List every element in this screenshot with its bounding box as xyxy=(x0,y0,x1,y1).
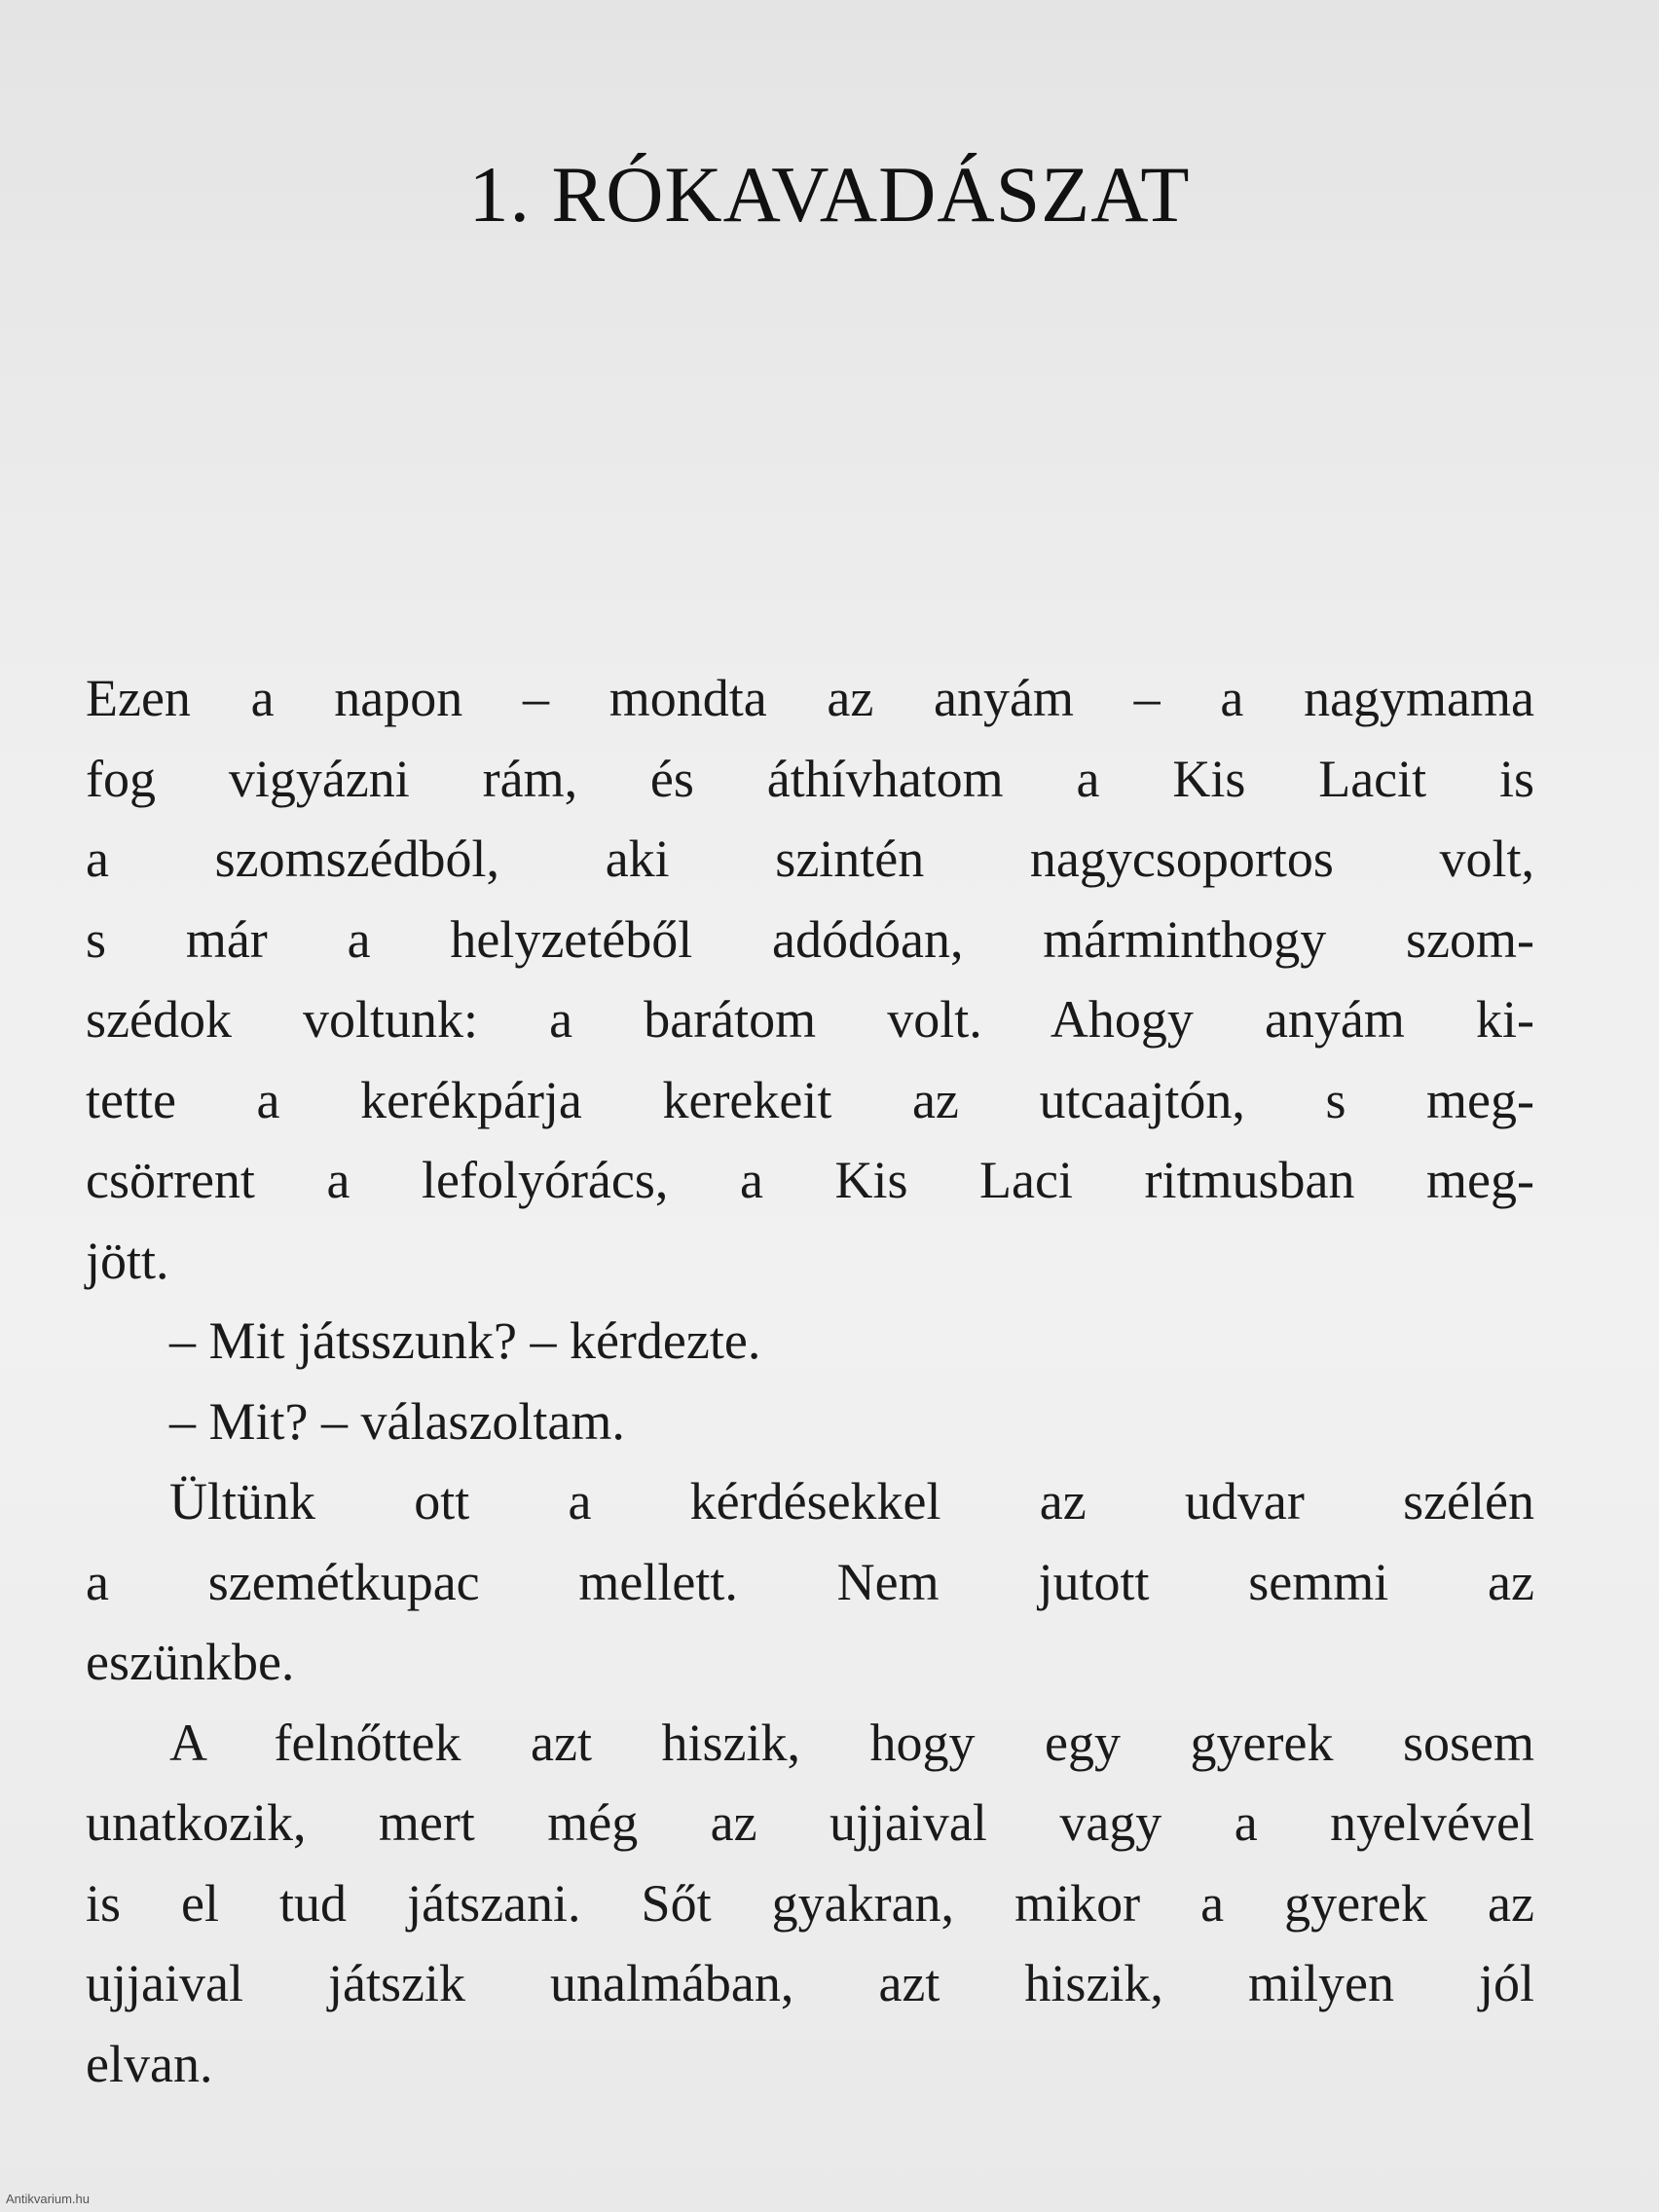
text-line: – Mit? – válaszoltam. xyxy=(169,1391,625,1451)
text-line: szédok voltunk: a barátom volt. Ahogy anyám ki- xyxy=(86,990,1534,1049)
text-line: – Mit játsszunk? – kérdezte. xyxy=(169,1311,761,1370)
text-line: is el tud játszani. Sőt gyakran, mikor a gyerek az xyxy=(86,1873,1534,1933)
text-line: A felnőttek azt hiszik, hogy egy gyerek sosem xyxy=(169,1713,1534,1772)
text-line: Ezen a napon – mondta az anyám – a nagymama xyxy=(86,669,1534,727)
text-line: csörrent a lefolyórács, a Kis Laci ritmusban meg- xyxy=(86,1151,1534,1209)
text-line: ujjaival játszik unalmában, azt hiszik, milyen jól xyxy=(86,1954,1534,2012)
text-line: a szemétkupac mellett. Nem jutott semmi az xyxy=(86,1552,1534,1611)
watermark: Antikvarium.hu xyxy=(6,2192,90,2206)
text-line: unatkozik, mert még az ujjaival vagy a nyelvével xyxy=(86,1793,1534,1852)
chapter-body xyxy=(86,658,1534,2104)
text-line: a szomszédból, aki szintén nagycsoportos volt, xyxy=(86,830,1534,888)
text-line: jött. xyxy=(86,1231,169,1290)
text-line: tette a kerékpárja kerekeit az utcaajtón, s meg- xyxy=(86,1070,1534,1129)
text-line: s már a helyzetéből adódóan, márminthogy szom- xyxy=(86,909,1534,969)
text-line: fog vigyázni rám, és áthívhatom a Kis Lacit is xyxy=(86,749,1534,808)
text-line: eszünkbe. xyxy=(86,1633,295,1691)
text-line: elvan. xyxy=(86,2034,213,2093)
text-line: Ültünk ott a kérdésekkel az udvar szélén xyxy=(169,1472,1534,1530)
chapter-title: 1. RÓKAVADÁSZAT xyxy=(468,150,1191,239)
